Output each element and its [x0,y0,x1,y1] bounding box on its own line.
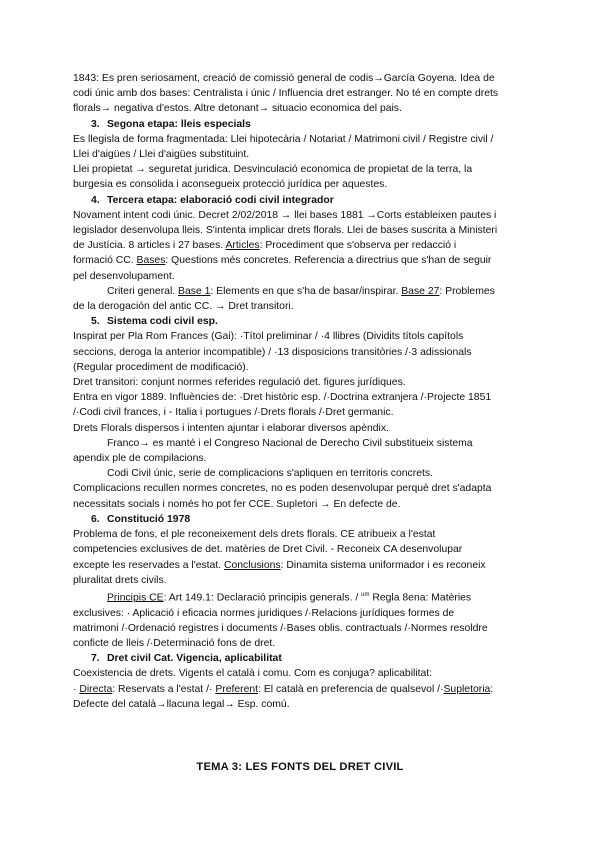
underlined-term: Bases [136,255,166,267]
document-body [73,71,535,712]
paragraph-line: 1843: Es pren seriosament, creació de comissió general de codis→García Goyena. Idea de [73,73,495,84]
paragraph-line: Franco→ es manté i el Congreso Nacional de Derecho Civil substitueix sistema [107,437,473,449]
section-heading-4: 4. Tercera etapa: elaboració codi civil integrador [91,194,334,206]
paragraph-line: Novament intent codi únic. Decret 2/02/2018 → llei bases 1881 →Corts estableixen pautes i [73,209,497,221]
paragraph-line: Coexistencia de drets. Vigents el català i comu. Com es conjuga? aplicabilitat: [73,668,433,680]
paragraph-line: Inspirat per Pla Rom Frances (Gai): ·Títol preliminar / ·4 llibres (Dividits títols capítols [73,331,464,343]
paragraph-line: exclusives: · Aplicació i eficacia normes juridiques /·Relacions jurídiques formes de [73,607,455,619]
paragraph-line: Complicacions recullen normes concretes, no es poden desenvolupar perquè dret s'adapta [73,483,492,495]
paragraph-line: competencies exclusives de det. matèries de Dret Civil. - Reconeix CA desenvolupar [73,544,463,556]
paragraph-line: Principis CE: Art 149.1: Declaració principis generals. / $^{um}$ Regla 8ena: Matèries [107,591,472,604]
section-heading-6: 6. Constitució 1978 [91,513,191,525]
paragraph-line: codi únic amb dos bases: Centralista i únic / Influencia dret estranger. No té en compte drets [73,88,499,100]
paragraph-line: Criteri general. Base 1: Elements en que s'ha de basar/inspirar. Base 27: Problemes [107,285,495,297]
paragraph-line: florals→ negativa d'estos. Altre detonant→ situacio economica del pais. [73,103,402,115]
paragraph-line: Llei d'aigües / Llei d'aigües substituint. [73,149,250,161]
paragraph-line: formació CC. Bases: Questions més concretes. Referencia a directrius que s'han de seguir [73,255,492,267]
paragraph-line: Dret transitori: conjunt normes referides regulació det. figures jurídiques. [73,377,406,389]
paragraph-line: Codi Civil únic, serie de complicacions s'apliquen en territoris concrets. [107,468,433,480]
underlined-term: Base 27 [401,285,440,297]
paragraph-line: seccions, deroga la anterior incompatible) / ·13 disposicions transitòries /·3 adissionals [73,346,472,358]
paragraph-line: Drets Florals dispersos i intenten ajuntar i elaborar diversos apèndix. [73,422,389,434]
underlined-term: Preferent [215,683,259,695]
paragraph-line: /·Codi civil frances, i - Italia i portugues /·Drets florals /·Dret germanic. [73,407,394,419]
paragraph-line: legislador desenvolupa lleis. S'intenta implicar drets florals. Llei de bases suscrita a Ministeri [73,225,498,237]
paragraph-line: · Directa: Reservats a l'estat /· Preferent: El català en preferencia de qualsevol /·Supletoria: [73,683,494,695]
underlined-term: Base 1 [178,285,211,297]
section-heading-7: 7. Dret civil Cat. Vigencia, aplicabilitat [91,653,282,665]
paragraph-line: Llei propietat → seguretat juridica. Desvinculació economica de propietat de la terra, la [73,164,473,176]
paragraph-line: pel desenvolupament. [73,270,175,282]
paragraph-line: apendix ple de compilacions. [73,453,207,465]
underlined-term: Principis CE [107,592,164,604]
section-heading-5: 5. Sistema codi civil esp. [91,316,218,328]
section-heading-3: 3. Segona etapa: lleis especials [91,118,251,130]
paragraph-line: excepte les reservades a l'estat. Conclusions: Dinamita sistema uniformador i es reconeix [73,559,486,571]
paragraph-line: Entra en vigor 1889. Influències de: ·Dret històric esp. /·Doctrina extranjera /·Projecte 1851 [73,392,492,404]
paragraph-line: burgesia es consolida i aconsegueix protecció jurídica per aquestes. [73,179,388,191]
next-topic-title: TEMA 3: LES FONTS DEL DRET CIVIL [196,761,404,773]
underlined-term: Conclusions [224,559,281,571]
paragraph-line: necessitats socials i només ho pot fer CCE. Supletori → En defecte de. [73,498,401,510]
underlined-term: Directa [79,683,113,695]
paragraph-line: (Regular procediment de modificació). [73,361,249,373]
paragraph-line: pluralitat drets civils. [73,574,167,586]
underlined-term: Articles [225,240,260,252]
underlined-term: Supletoria [443,683,491,695]
paragraph-line: de la derogación del antic CC. → Dret transitori. [73,301,294,313]
paragraph-line: Problema de fons, el ple reconeixement dels drets florals. CE atribueix a l'estat [73,529,436,541]
paragraph-line: de Justícia. 8 articles i 27 bases. Articles: Procediment que s'observa per redacció i [73,240,457,252]
paragraph-line: matrimoni /·Ordenació registres i documents /·Bases oblis. contractuals /·Normes resoldre [73,622,488,634]
paragraph-line: Defecte del català→llacuna legal→ Esp. comú. [73,698,290,710]
paragraph-line: conficte de lleis /·Determinació fons de dret. [73,637,276,649]
paragraph-line: Es llegisla de forma fragmentada: Llei hipotecària / Notariat / Matrimoni civil / Registre civil / [73,133,494,145]
